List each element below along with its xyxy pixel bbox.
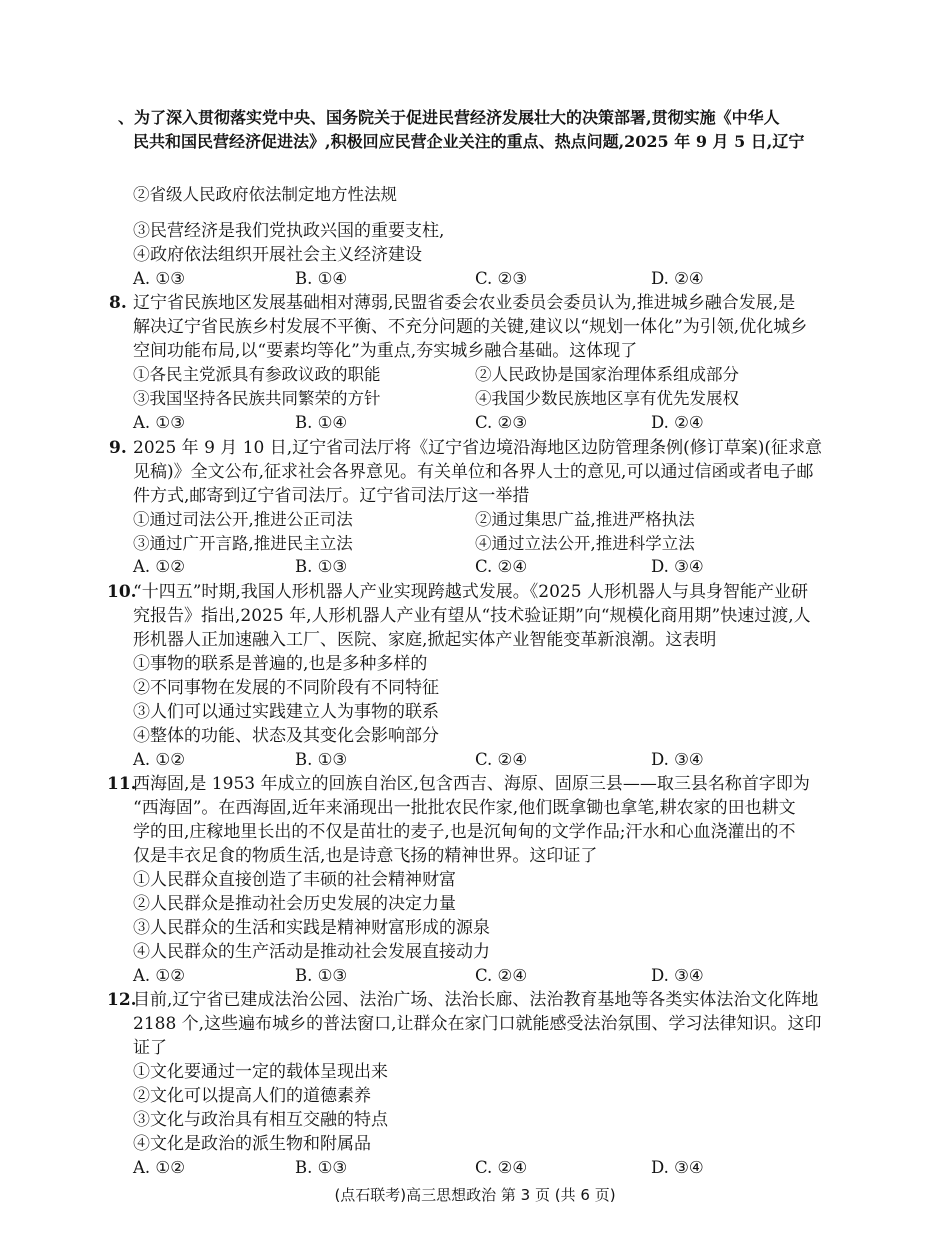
q10-options — [133, 749, 853, 771]
q11-stem-line-2: “西海固”。在西海固,近年来涌现出一批批农民作家,他们既拿锄也拿笔,耕农家的田也耕文 — [133, 798, 796, 818]
q11-stem-line-3: 学的田,庄稼地里长出的不仅是苗壮的麦子,也是沉甸甸的文学作品;汗水和心血浇灌出的不 — [133, 822, 796, 842]
q8-option-c: C. ②③ — [475, 413, 528, 432]
q7-stem-line-1: 、为了深入贯彻落实党中央、国务院关于促进民营经济发展壮大的决策部署,贯彻实施《中华人 — [118, 108, 780, 127]
q7-partial-item: ②省级人民政府依法制定地方性法规 — [133, 185, 397, 204]
q7-option-b: B. ①④ — [295, 269, 348, 288]
q9-stem-line-3: 件方式,邮寄到辽宁省司法厅。辽宁省司法厅这一举措 — [133, 486, 530, 506]
page-footer: (点石联考)高三思想政治 第 3 页 (共 6 页) — [334, 1186, 616, 1204]
q9-items-row-1 — [133, 509, 853, 531]
q7-option-c: C. ②③ — [475, 269, 528, 288]
q12-item-4: ④文化是政治的派生物和附属品 — [133, 1134, 371, 1154]
q8-options — [133, 412, 853, 434]
q7-stem-line-2: 民共和国民营经济促进法》,积极回应民营企业关注的重点、热点问题,2025 年 9 月 5 日,辽宁 — [133, 132, 805, 151]
q9-stem-line-2: 见稿)》全文公布,征求社会各界意见。有关单位和各界人士的意见,可以通过信函或者电子邮 — [133, 462, 814, 482]
q11-item-3: ③人民群众的生活和实践是精神财富形成的源泉 — [133, 918, 490, 938]
q11-stem-line-1: 11.西海固,是 1953 年成立的回族自治区,包含西吉、海原、固原三县——取三县名称首字即为 — [107, 774, 810, 794]
q7-item-4: ④政府依法组织开展社会主义经济建设 — [133, 245, 422, 265]
q9-number: 9. — [109, 438, 127, 458]
q9-item-2: ②通过集思广益,推进严格执法 — [475, 510, 695, 529]
q10-item-1: ①事物的联系是普遍的,也是多种多样的 — [133, 654, 428, 674]
q10-number: 10. — [107, 582, 137, 602]
q12-stem-line-2: 2188 个,这些遍布城乡的普法窗口,让群众在家门口就能感受法治氛围、学习法律知识。这印 — [133, 1014, 822, 1034]
q11-item-1: ①人民群众直接创造了丰硕的社会精神财富 — [133, 870, 456, 890]
q8-item-3: ③我国坚持各民族共同繁荣的方针 — [133, 389, 381, 408]
q10-option-a: A. ①② — [133, 750, 185, 769]
q11-number: 11. — [107, 774, 137, 794]
q9-options — [133, 556, 853, 578]
q12-option-a: A. ①② — [133, 1158, 185, 1177]
q10-option-c: C. ②④ — [475, 750, 528, 769]
q9-option-b: B. ①③ — [295, 557, 348, 576]
q8-stem-line-1: 8. 辽宁省民族地区发展基础相对薄弱,民盟省委会农业委员会委员认为,推进城乡融合发展,是 — [109, 293, 796, 313]
q12-item-2: ②文化可以提高人们的道德素养 — [133, 1086, 371, 1106]
q8-item-1: ①各民主党派具有参政议政的职能 — [133, 365, 381, 384]
q8-option-d: D. ②④ — [651, 413, 704, 432]
q10-item-3: ③人们可以通过实践建立人为事物的联系 — [133, 702, 439, 722]
q11-option-c: C. ②④ — [475, 966, 528, 985]
q7-options — [133, 268, 853, 290]
q11-option-b: B. ①③ — [295, 966, 348, 985]
q9-items-row-2 — [133, 533, 853, 555]
q12-option-b: B. ①③ — [295, 1158, 348, 1177]
q8-stem-line-2: 解决辽宁省民族乡村发展不平衡、不充分问题的关键,建议以“规划一体化”为引领,优化城乡 — [133, 317, 808, 337]
q12-option-c: C. ②④ — [475, 1158, 528, 1177]
q9-item-3: ③通过广开言路,推进民主立法 — [133, 534, 353, 553]
q12-option-d: D. ③④ — [651, 1158, 704, 1177]
q9-item-1: ①通过司法公开,推进公正司法 — [133, 510, 353, 529]
q10-stem-line-3: 形机器人正加速融入工厂、医院、家庭,掀起实体产业智能变革新浪潮。这表明 — [133, 630, 717, 650]
q11-options — [133, 965, 853, 987]
q8-item-4: ④我国少数民族地区享有优先发展权 — [475, 389, 739, 408]
q10-item-4: ④整体的功能、状态及其变化会影响部分 — [133, 726, 439, 746]
q7-option-d: D. ②④ — [651, 269, 704, 288]
q10-stem-line-1: 10.“十四五”时期,我国人形机器人产业实现跨越式发展。《2025 人形机器人与具身智能产业研 — [107, 582, 808, 602]
q11-option-a: A. ①② — [133, 966, 185, 985]
q12-stem-line-3: 证了 — [133, 1038, 167, 1058]
q8-number: 8. — [109, 293, 127, 313]
q8-items-row-2 — [133, 388, 853, 410]
q10-option-b: B. ①③ — [295, 750, 348, 769]
q12-item-3: ③文化与政治具有相互交融的特点 — [133, 1110, 388, 1130]
q12-number: 12. — [107, 990, 137, 1010]
q8-item-2: ②人民政协是国家治理体系组成部分 — [475, 365, 739, 384]
q10-option-d: D. ③④ — [651, 750, 704, 769]
q9-option-a: A. ①② — [133, 557, 185, 576]
q10-stem-line-2: 究报告》指出,2025 年,人形机器人产业有望从“技术验证期”向“规模化商用期”快速过渡,人 — [133, 606, 811, 626]
q8-option-a: A. ①③ — [133, 413, 185, 432]
q9-stem-line-1: 9. 2025 年 9 月 10 日,辽宁省司法厅将《辽宁省边境沿海地区边防管理条例(修订草案)(征求意 — [109, 438, 823, 458]
q9-option-c: C. ②④ — [475, 557, 528, 576]
q11-item-2: ②人民群众是推动社会历史发展的决定力量 — [133, 894, 456, 914]
q7-option-a: A. ①③ — [133, 269, 185, 288]
q8-items-row-1 — [133, 364, 853, 386]
q7-number: 、 — [118, 108, 135, 127]
q9-item-4: ④通过立法公开,推进科学立法 — [475, 534, 695, 553]
q12-options — [133, 1157, 853, 1179]
q12-item-1: ①文化要通过一定的载体呈现出来 — [133, 1062, 388, 1082]
q9-option-d: D. ③④ — [651, 557, 704, 576]
q12-stem-line-1: 12.目前,辽宁省已建成法治公园、法治广场、法治长廊、法治教育基地等各类实体法治文化阵地 — [107, 990, 819, 1010]
q7-item-3: ③民营经济是我们党执政兴国的重要支柱, — [133, 221, 445, 241]
q8-stem-line-3: 空间功能布局,以“要素均等化”为重点,夯实城乡融合基础。这体现了 — [133, 341, 638, 361]
q11-option-d: D. ③④ — [651, 966, 704, 985]
q11-item-4: ④人民群众的生产活动是推动社会发展直接动力 — [133, 942, 490, 962]
q8-option-b: B. ①④ — [295, 413, 348, 432]
q10-item-2: ②不同事物在发展的不同阶段有不同特征 — [133, 678, 439, 698]
q11-stem-line-4: 仅是丰衣足食的物质生活,也是诗意飞扬的精神世界。这印证了 — [133, 846, 598, 866]
